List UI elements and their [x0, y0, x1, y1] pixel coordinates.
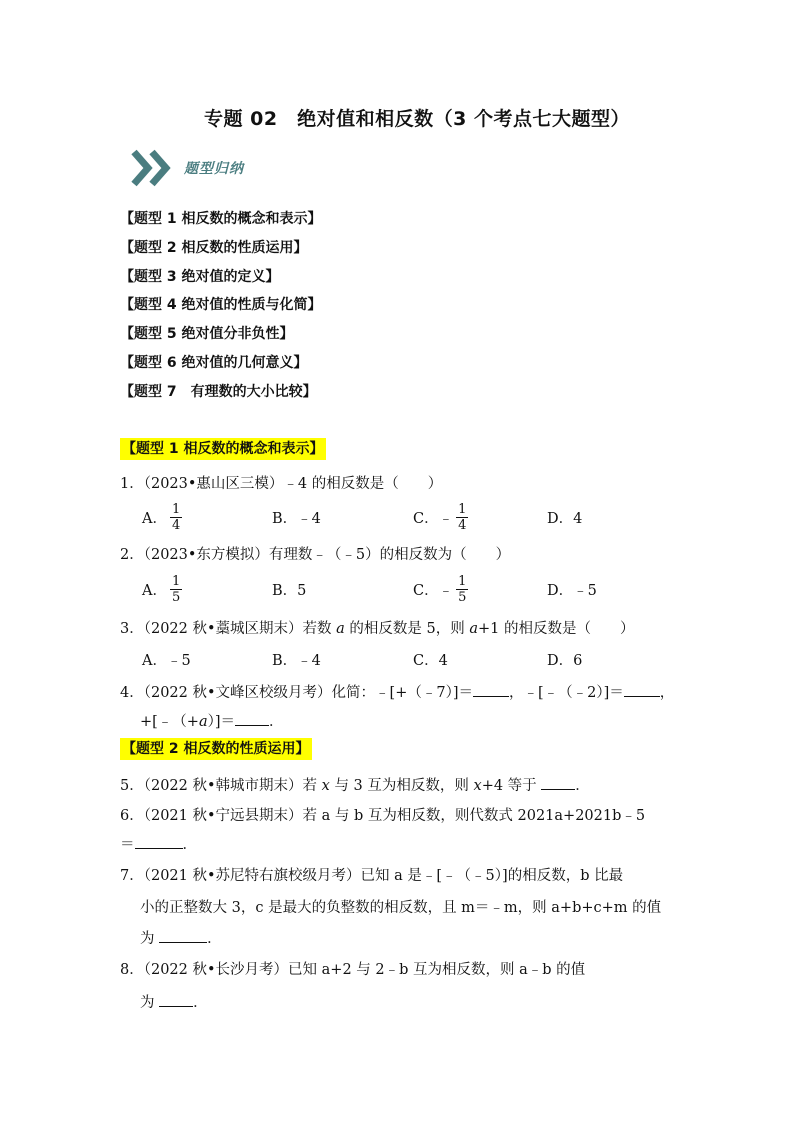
denominator: 4 [171, 517, 181, 533]
variable: a [198, 714, 208, 730]
question-4 [120, 682, 674, 703]
variable: a [336, 621, 345, 637]
question-text: ． [575, 778, 590, 794]
question-5 [120, 775, 590, 796]
answer-blank[interactable] [159, 992, 193, 1007]
question-text: 与 3 互为相反数，则 [329, 778, 474, 794]
question-text: +1 的相反数是（ ） [478, 621, 635, 637]
section-heading-2: 【题型 2 相反数的性质运用】 [120, 738, 312, 760]
topic-list [120, 205, 322, 407]
fraction [170, 502, 182, 533]
question-text: 4．（2022 秋•文峰区校级月考）化简：﹣[+（﹣7）]＝ [120, 685, 473, 701]
numerator: 1 [171, 573, 181, 589]
question-text: 5．（2022 秋•韩城市期末）若 [120, 778, 322, 794]
option-b: B．5 [272, 582, 307, 599]
option-label: C．﹣ [413, 510, 454, 527]
fraction [456, 574, 468, 605]
option-a: A．﹣5 [142, 652, 191, 669]
question-3 [120, 619, 635, 639]
question-text: ，﹣[﹣（﹣2）]＝ [508, 685, 624, 701]
variable: a [469, 621, 479, 637]
fraction [170, 574, 182, 605]
option-label: A． [142, 582, 167, 599]
question-7-line-2: 小的正整数大 3，c 是最大的负整数的相反数，且 m＝﹣m，则 a+b+c+m 的值 [140, 900, 662, 916]
topic-item: 【题型 4 绝对值的性质与化简】 [120, 297, 322, 314]
banner-label: 题型归纳 [184, 161, 244, 177]
option-d: D．﹣5 [547, 582, 597, 599]
question-text: ＝ [120, 837, 135, 853]
question-text: ）]＝ [207, 714, 236, 730]
option-b: B．﹣4 [272, 652, 321, 669]
answer-blank[interactable] [159, 928, 207, 943]
section-heading-1: 【题型 1 相反数的概念和表示】 [120, 438, 326, 460]
answer-blank[interactable] [541, 775, 575, 790]
question-text: ． [269, 714, 284, 730]
variable: x [473, 778, 482, 794]
denominator: 5 [458, 589, 467, 605]
question-text: +[﹣（+ [140, 714, 199, 730]
variable: x [321, 778, 330, 794]
double-chevron-right-icon [130, 148, 176, 188]
option-b: B．﹣4 [272, 510, 321, 527]
answer-blank[interactable] [235, 711, 269, 726]
fraction [456, 502, 468, 533]
question-text: ， [659, 685, 675, 701]
numerator: 1 [458, 501, 467, 517]
question-1: 1．（2023•惠山区三模）﹣4 的相反数是（ ） [120, 476, 443, 492]
question-text: 为 [140, 995, 160, 1011]
answer-blank[interactable] [135, 834, 183, 849]
question-2-options [142, 569, 682, 609]
question-6: 6．（2021 秋•宁远县期末）若 a 与 b 互为相反数，则代数式 2021a+2021b﹣5 [120, 808, 646, 824]
numerator: 1 [171, 501, 181, 517]
question-text: ． [207, 931, 222, 947]
question-text: +4 等于 [481, 778, 542, 794]
question-6-line-2 [120, 834, 197, 855]
topic-item: 【题型 2 相反数的性质运用】 [120, 239, 308, 256]
option-c [413, 497, 471, 537]
question-text: 3．（2022 秋•藁城区期末）若数 [120, 621, 337, 637]
question-2: 2．（2023•东方模拟）有理数﹣（﹣5）的相反数为（ ） [120, 547, 511, 563]
question-8-line-2 [140, 992, 208, 1013]
numerator: 1 [458, 573, 467, 589]
denominator: 5 [171, 589, 181, 605]
option-d: D．4 [547, 510, 583, 527]
denominator: 4 [458, 517, 467, 533]
answer-blank[interactable] [473, 682, 509, 697]
topic-item: 【题型 5 绝对值分非负性】 [120, 326, 294, 343]
question-7: 7．（2021 秋•苏尼特右旗校级月考）已知 a 是﹣[﹣（﹣5）]的相反数，b 比最 [120, 868, 624, 884]
question-8: 8．（2022 秋•长沙月考）已知 a+2 与 2﹣b 互为相反数，则 a﹣b 的值 [120, 962, 586, 978]
question-text: ． [182, 837, 197, 853]
page-title: 专题 02 绝对值和相反数（3 个考点七大题型） [204, 108, 630, 130]
topic-item: 【题型 3 绝对值的定义】 [120, 268, 280, 285]
answer-blank[interactable] [624, 682, 660, 697]
question-3-options [142, 639, 682, 679]
topic-item: 【题型 6 绝对值的几何意义】 [120, 354, 308, 371]
question-text: 的相反数是 5，则 [344, 621, 470, 637]
section-banner [130, 148, 244, 188]
option-c: C．4 [413, 652, 448, 669]
option-a [142, 497, 185, 537]
question-1-options [142, 497, 682, 537]
option-c [413, 569, 471, 609]
option-d: D．6 [547, 652, 583, 669]
topic-item: 【题型 1 相反数的概念和表示】 [120, 211, 322, 227]
topic-item: 【题型 7 有理数的大小比较】 [120, 383, 317, 400]
question-4-line-2 [140, 711, 284, 732]
option-label: C．﹣ [413, 582, 454, 599]
option-a [142, 569, 185, 609]
option-label: A． [142, 510, 167, 527]
question-text: 为 [140, 931, 160, 947]
question-7-line-3 [140, 928, 222, 949]
question-text: ． [193, 995, 208, 1011]
